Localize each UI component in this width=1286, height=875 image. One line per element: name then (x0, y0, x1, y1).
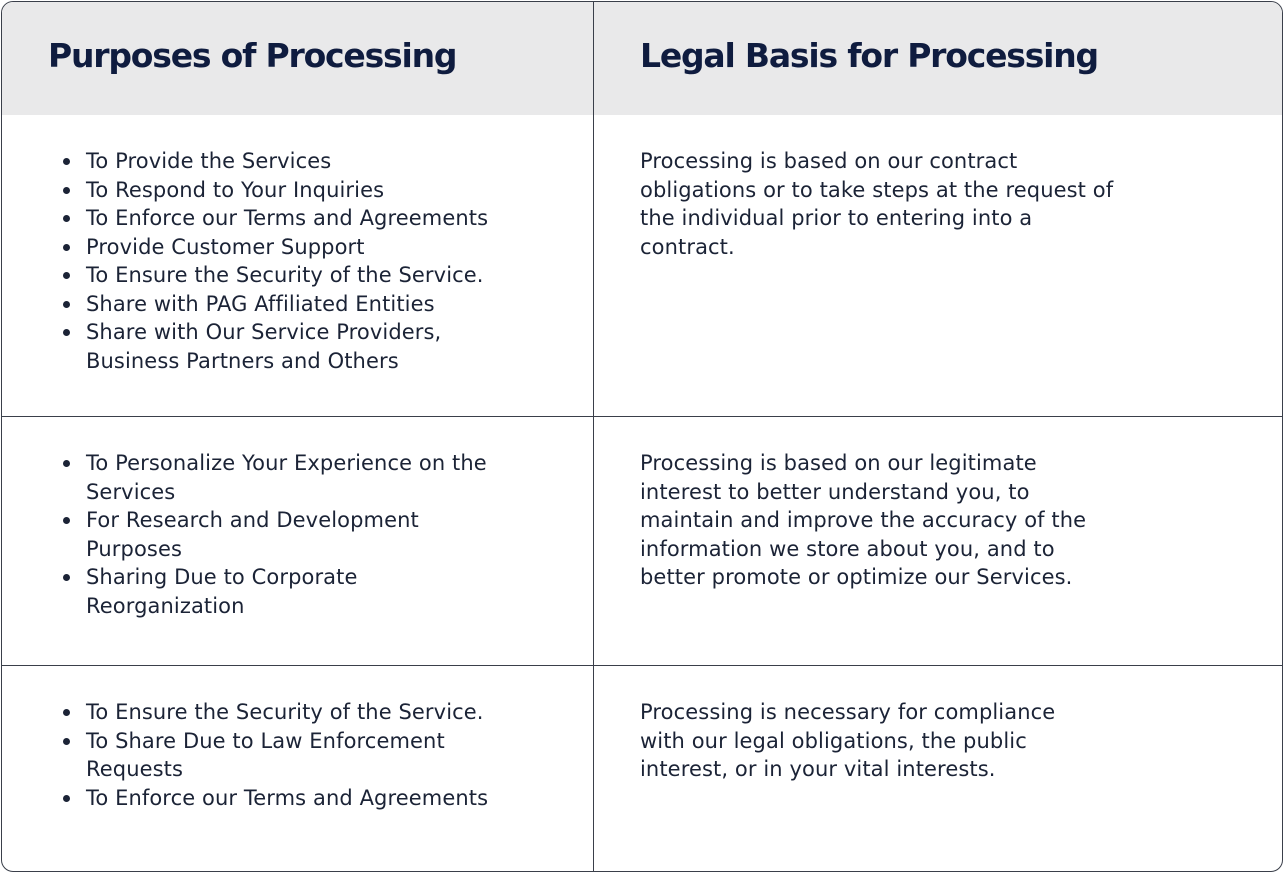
list-item (86, 318, 486, 375)
purpose-text: To Share Due to Law Enforcement Requests (86, 728, 445, 781)
row-3-basis-cell (594, 666, 1282, 871)
purpose-text: To Enforce our Terms and Agreements (86, 785, 489, 810)
list-item (86, 147, 556, 176)
bullet-icon (63, 795, 70, 802)
header-purposes-title: Purposes of Processing (48, 36, 457, 75)
list-item (86, 698, 556, 727)
list-item (86, 290, 556, 319)
bullet-icon (63, 215, 70, 222)
purpose-list (50, 698, 556, 812)
row-2-basis-cell (594, 417, 1282, 666)
purpose-text: Provide Customer Support (86, 234, 365, 259)
purpose-text: Sharing Due to Corporate Reorganization (86, 565, 358, 618)
list-item (86, 261, 556, 290)
purpose-text: Share with PAG Affiliated Entities (86, 291, 435, 316)
header-purposes-cell (2, 2, 594, 115)
purpose-text: Share with Our Service Providers, Business Partners and Others (86, 320, 442, 373)
purpose-text: To Enforce our Terms and Agreements (86, 206, 489, 230)
list-item (86, 176, 556, 205)
purpose-text: To Personalize Your Experience on the Services (86, 451, 487, 504)
row-3-purposes-cell (2, 666, 594, 871)
purpose-text: For Research and Development Purposes (86, 508, 419, 561)
bullet-icon (63, 272, 70, 279)
processing-table (1, 1, 1283, 872)
bullet-icon (63, 460, 70, 467)
bullet-icon (63, 709, 70, 716)
row-1-basis-cell (594, 115, 1282, 417)
list-item (86, 727, 486, 784)
purpose-list (50, 147, 556, 375)
legal-basis-text: Processing is based on our contract obligations or to take steps at the request of the individual prior to entering into a contract. (640, 149, 1114, 259)
purpose-text: To Ensure the Security of the Service. (86, 700, 484, 724)
header-legal-basis-title: Legal Basis for Processing (640, 36, 1098, 75)
list-item (86, 784, 556, 813)
bullet-icon (63, 738, 70, 745)
bullet-icon (63, 158, 70, 165)
row-1-purposes-cell (2, 115, 594, 417)
bullet-icon (63, 329, 70, 336)
purpose-text: To Ensure the Security of the Service. (86, 263, 484, 287)
list-item (86, 506, 456, 563)
list-item (86, 233, 556, 262)
bullet-icon (63, 187, 70, 194)
list-item (86, 204, 556, 233)
bullet-icon (63, 301, 70, 308)
bullet-icon (63, 574, 70, 581)
list-item (86, 449, 526, 506)
purpose-list (50, 449, 556, 620)
bullet-icon (63, 244, 70, 251)
list-item (86, 563, 396, 620)
row-2-purposes-cell (2, 417, 594, 666)
header-legal-basis-cell (594, 2, 1282, 115)
processing-grid (2, 2, 1282, 871)
bullet-icon (63, 517, 70, 524)
purpose-text: To Respond to Your Inquiries (86, 177, 385, 202)
purpose-text: To Provide the Services (86, 149, 332, 173)
legal-basis-text: Processing is necessary for compliance with our legal obligations, the public interest, or in your vital interests. (640, 700, 1056, 781)
legal-basis-text: Processing is based on our legitimate interest to better understand you, to maintain and improve the accuracy of the information we store about you, and to better promote or optimize our Services. (640, 451, 1087, 589)
